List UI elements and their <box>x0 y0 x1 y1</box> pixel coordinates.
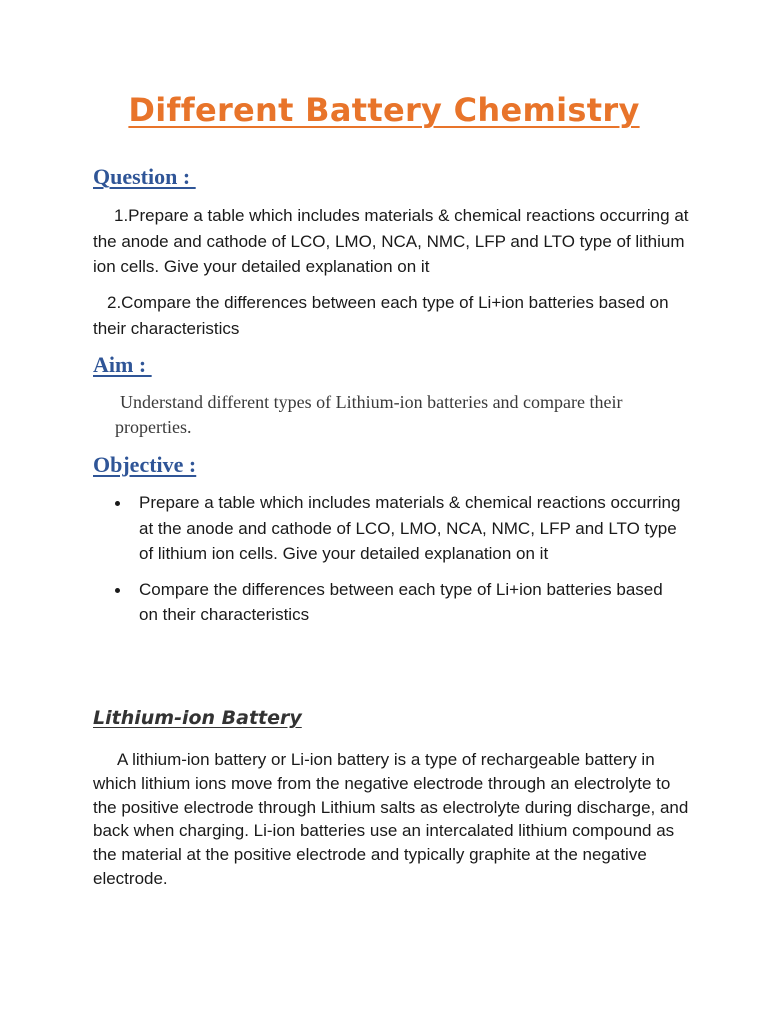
objective-list <box>93 490 683 638</box>
bullet-icon <box>115 501 120 506</box>
question-item-2: 2.Compare the differences between each type of Li+ion batteries based on their characteristics <box>93 293 669 338</box>
document-title: Different Battery Chemistry <box>128 91 640 129</box>
aim-heading: Aim : <box>93 352 152 377</box>
objective-heading: Objective : <box>93 452 197 477</box>
bullet-icon <box>115 588 120 593</box>
objective-item-text: Compare the differences between each type of Li+ion batteries based on their characteristics <box>139 579 663 624</box>
objective-list-item <box>93 490 683 567</box>
lithium-ion-heading: Lithium-ion Battery <box>93 707 302 729</box>
question-item-1: 1.Prepare a table which includes materials & chemical reactions occurring at the anode and cathode of LCO, LMO, NCA, NMC, LFP and LTO type of lithium ion cells. Give your detailed explanation on it <box>93 206 689 276</box>
aim-text: Understand different types of Lithium-ion batteries and compare their properties. <box>115 392 623 437</box>
objective-list-item <box>93 577 683 628</box>
question-heading: Question : <box>93 164 196 189</box>
objective-item-text: Prepare a table which includes materials & chemical reactions occurring at the anode and cathode of LCO, LMO, NCA, NMC, LFP and LTO type of lithium ion cells. Give your detailed explanation on it <box>139 493 681 563</box>
lithium-ion-text: A lithium-ion battery or Li-ion battery is a type of rechargeable battery in which lithium ions move from the negative electrode through an electrolyte to the positive electrode through Lithium salts as electrolyte during discharge, and back when charging. Li-ion batteries use an intercalated lithium compound as the material at the positive electrode and typically graphite at the negative electrode. <box>93 750 689 888</box>
